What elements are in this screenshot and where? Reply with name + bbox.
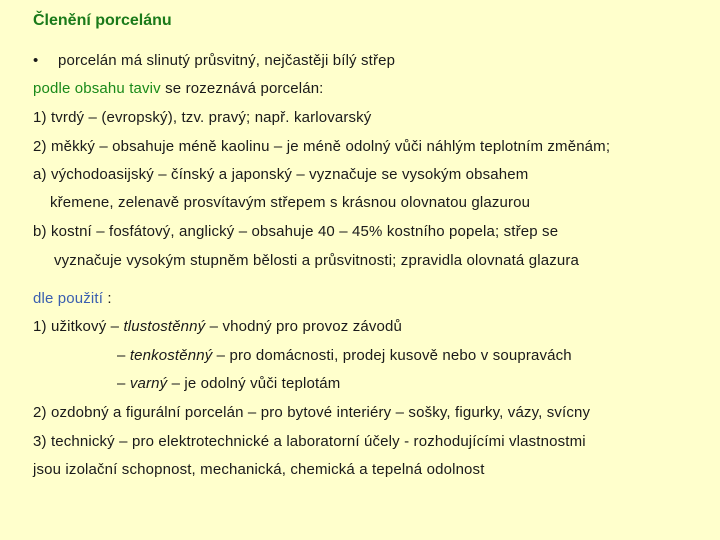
bullet-dot-icon: • <box>33 52 39 69</box>
bone-china-line-1: b) kostní – fosfátový, anglický – obsahuje 40 – 45% kostního popela; střep se <box>33 223 559 240</box>
east-asian-line-2: křemene, zelenavě prosvítavým střepem s krásnou olovnatou glazurou <box>50 194 531 211</box>
cookware-rest: – je odolný vůči teplotám <box>167 375 341 392</box>
thin-walled-line <box>117 347 572 365</box>
by-use-line <box>33 290 112 308</box>
bullet-text: porcelán má slinutý průsvitný, nejčastěji bílý střep <box>58 52 396 69</box>
by-content-label: podle obsahu taviv <box>33 80 161 97</box>
thick-walled-term: tlustostěnný <box>123 318 206 335</box>
soft-porcelain-line: 2) měkký – obsahuje méně kaolinu – je méně odolný vůči náhlým teplotním změnám; <box>33 138 611 155</box>
hard-porcelain-line: 1) tvrdý – (evropský), tzv. pravý; např. karlovarský <box>33 109 372 126</box>
slide-title: Členění porcelánu <box>33 12 172 29</box>
by-use-rest: : <box>103 290 112 307</box>
east-asian-line-1: a) východoasijský – čínský a japonský – vyznačuje se vysokým obsahem <box>33 166 529 183</box>
thin-walled-prefix: – <box>117 347 130 364</box>
thick-walled-rest: – vhodný pro provoz závodů <box>205 318 402 335</box>
by-content-line <box>33 80 324 98</box>
bone-china-line-2: vyznačuje vysokým stupněm bělosti a průsvitnosti; zpravidla olovnatá glazura <box>54 252 579 269</box>
technical-line-1: 3) technický – pro elektrotechnické a laboratorní účely - rozhodujícími vlastnostmi <box>33 433 586 450</box>
technical-line-2: jsou izolační schopnost, mechanická, chemická a tepelná odolnost <box>33 461 485 478</box>
thin-walled-term: tenkostěnný <box>129 347 213 364</box>
cookware-prefix: – <box>117 375 130 392</box>
utility-line <box>33 318 402 336</box>
cookware-line <box>117 375 340 393</box>
thin-walled-rest: – pro domácnosti, prodej kusově nebo v soupravách <box>212 347 572 364</box>
utility-prefix: 1) užitkový – <box>33 318 124 335</box>
decorative-line: 2) ozdobný a figurální porcelán – pro bytové interiéry – sošky, figurky, vázy, svícny <box>33 404 591 421</box>
cookware-term: varný <box>129 375 168 392</box>
by-use-label: dle použití <box>33 290 104 307</box>
by-content-rest: se rozeznává porcelán: <box>160 80 324 97</box>
